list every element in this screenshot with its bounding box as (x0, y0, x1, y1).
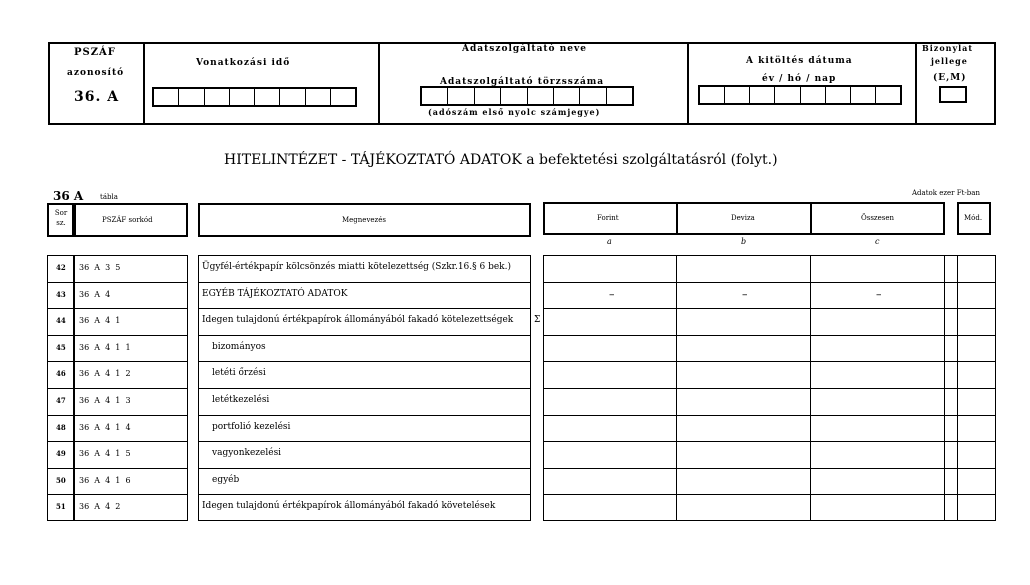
header-deviza: Deviza (731, 214, 755, 222)
row-name: Ügyfél-értékpapír kölcsönzés miatti kötelezettség (Szkr.16.§ 6 bek.) (202, 262, 511, 272)
row-divider (198, 468, 531, 469)
cell-deviza[interactable] (676, 468, 810, 495)
row-divider (198, 388, 531, 389)
header-forint: Forint (597, 214, 619, 222)
row-code: 36 A 4 1 1 (79, 342, 131, 352)
row-number: 47 (56, 396, 66, 405)
row-divider (47, 468, 188, 469)
pszaf-code: 36. A (74, 89, 120, 105)
cell-forint[interactable] (543, 494, 676, 521)
row-code: 36 A 4 (79, 289, 111, 299)
row-name: Idegen tulajdonú értékpapírok állományából fakadó kötelezettségek (202, 315, 514, 326)
cell-osszesen[interactable] (810, 388, 944, 415)
units-note: Adatok ezer Ft-ban (912, 189, 980, 197)
header-values-divider (676, 202, 678, 235)
pszaf-label: PSZÁF (74, 47, 116, 58)
cell-osszesen[interactable] (810, 441, 944, 468)
row-number: 43 (56, 289, 66, 299)
cell-mod[interactable] (957, 361, 996, 388)
cell-forint[interactable] (543, 388, 676, 415)
doc-type-options: (E,M) (933, 73, 967, 83)
cell-deviza[interactable] (676, 308, 810, 335)
row-code: 36 A 4 1 4 (79, 422, 131, 432)
row-code: 36 A 4 1 2 (79, 369, 131, 379)
cell-deviza[interactable] (676, 335, 810, 362)
header-divider (915, 42, 917, 125)
cell-forint[interactable] (543, 255, 676, 282)
header-divider (687, 42, 689, 125)
pszaf-label-2: azonosító (67, 68, 125, 78)
row-divider (47, 415, 188, 416)
cell-osszesen[interactable] (810, 415, 944, 442)
provider-reg-input[interactable] (420, 86, 634, 106)
header-sor-label: Sor sz. (54, 209, 68, 227)
cell-osszesen[interactable] (810, 494, 944, 521)
cell-deviza[interactable] (676, 494, 810, 521)
header-mod-label: Mód. (964, 214, 983, 222)
cell-deviza[interactable] (676, 388, 810, 415)
provider-reg-note: (adószám első nyolc számjegye) (428, 107, 601, 117)
period-input[interactable] (152, 87, 357, 107)
header-divider (143, 42, 145, 125)
table-label: 36 A (53, 189, 84, 203)
cell-forint[interactable] (543, 308, 676, 335)
cell-osszesen[interactable] (810, 308, 944, 335)
fill-date-format: év / hó / nap (762, 74, 837, 84)
cell-mod[interactable] (957, 468, 996, 495)
header-code-label: PSZÁF sorkód (102, 216, 153, 224)
row-name: portfolió kezelési (212, 421, 291, 432)
row-name: bizományos (212, 341, 266, 352)
cell-forint[interactable] (543, 415, 676, 442)
doc-type-label-2: jellege (931, 56, 968, 66)
cell-mod[interactable] (957, 441, 996, 468)
row-divider (198, 335, 531, 336)
cell-deviza[interactable] (676, 415, 810, 442)
fill-date-label: A kitöltés dátuma (746, 56, 853, 66)
cell-mod[interactable] (957, 415, 996, 442)
fill-date-input[interactable] (698, 85, 902, 105)
row-code: 36 A 4 1 5 (79, 449, 131, 459)
cell-mod[interactable] (957, 308, 996, 335)
page-title: HITELINTÉZET - TÁJÉKOZTATÓ ADATOK a befektetési szolgáltatásról (folyt.) (224, 152, 778, 168)
dash-mark: – (742, 287, 748, 301)
cell-mod[interactable] (957, 388, 996, 415)
row-code: 36 A 4 1 6 (79, 475, 131, 485)
header-divider (378, 42, 380, 125)
doc-type-input[interactable] (939, 86, 967, 103)
header-values-divider (810, 202, 812, 235)
cell-osszesen[interactable] (810, 361, 944, 388)
row-number: 48 (56, 422, 66, 432)
row-divider (198, 415, 531, 416)
row-divider (47, 282, 188, 283)
row-name: egyéb (212, 474, 240, 485)
row-name: vagyonkezelési (212, 448, 282, 459)
provider-name-label: Adatszolgáltató neve (462, 44, 587, 54)
row-divider (198, 361, 531, 362)
col-letter-b: b (741, 237, 747, 246)
cell-mod[interactable] (957, 255, 996, 282)
header-name-label: Megnevezés (342, 216, 386, 224)
row-divider (198, 282, 531, 283)
cell-mod[interactable] (957, 335, 996, 362)
row-number: 42 (56, 263, 66, 272)
row-number: 46 (56, 369, 66, 379)
row-divider (198, 441, 531, 442)
row-name: letétkezelési (212, 395, 270, 405)
row-code: 36 A 4 1 (79, 316, 121, 326)
row-divider (47, 361, 188, 362)
row-divider (198, 494, 531, 495)
row-name: Idegen tulajdonú értékpapírok állományából fakadó követelések (202, 501, 496, 512)
cell-forint[interactable] (543, 361, 676, 388)
cell-deviza[interactable] (676, 361, 810, 388)
cell-osszesen[interactable] (810, 468, 944, 495)
cell-osszesen[interactable] (810, 335, 944, 362)
cell-mod[interactable] (957, 282, 996, 309)
doc-type-label: Bizonylat (922, 43, 974, 53)
cell-forint[interactable] (543, 441, 676, 468)
col-letter-a: a (607, 237, 612, 246)
row-divider (47, 441, 188, 442)
row-name: EGYÉB TÁJÉKOZTATÓ ADATOK (202, 288, 348, 299)
row-divider (47, 308, 188, 309)
row-number: 50 (56, 475, 66, 485)
cell-forint[interactable] (543, 468, 676, 495)
period-label: Vonatkozási idő (196, 58, 291, 68)
col-letter-c: c (875, 237, 880, 246)
header-osszesen: Összesen (861, 214, 894, 222)
row-number: 45 (56, 342, 66, 352)
row-number: 49 (56, 449, 66, 459)
row-divider (47, 494, 188, 495)
dash-mark: – (876, 287, 882, 301)
row-number: 51 (56, 502, 66, 512)
cell-forint[interactable] (543, 335, 676, 362)
row-code: 36 A 4 1 3 (79, 396, 131, 405)
row-number: 44 (56, 316, 66, 326)
dash-mark: – (609, 287, 615, 301)
provider-reg-label: Adatszolgáltató törzsszáma (440, 77, 605, 87)
row-divider (198, 308, 531, 309)
row-divider (47, 388, 188, 389)
row-code: 36 A 4 2 (79, 502, 121, 512)
cell-deviza[interactable] (676, 441, 810, 468)
cell-deviza[interactable] (676, 255, 810, 282)
sigma-mark: Σ (534, 315, 541, 326)
cell-osszesen[interactable] (810, 255, 944, 282)
row-divider (47, 335, 188, 336)
row-name: letéti őrzési (212, 368, 266, 379)
row-code: 36 A 3 5 (79, 263, 121, 272)
cell-mod[interactable] (957, 494, 996, 521)
table-word: tábla (100, 193, 118, 201)
